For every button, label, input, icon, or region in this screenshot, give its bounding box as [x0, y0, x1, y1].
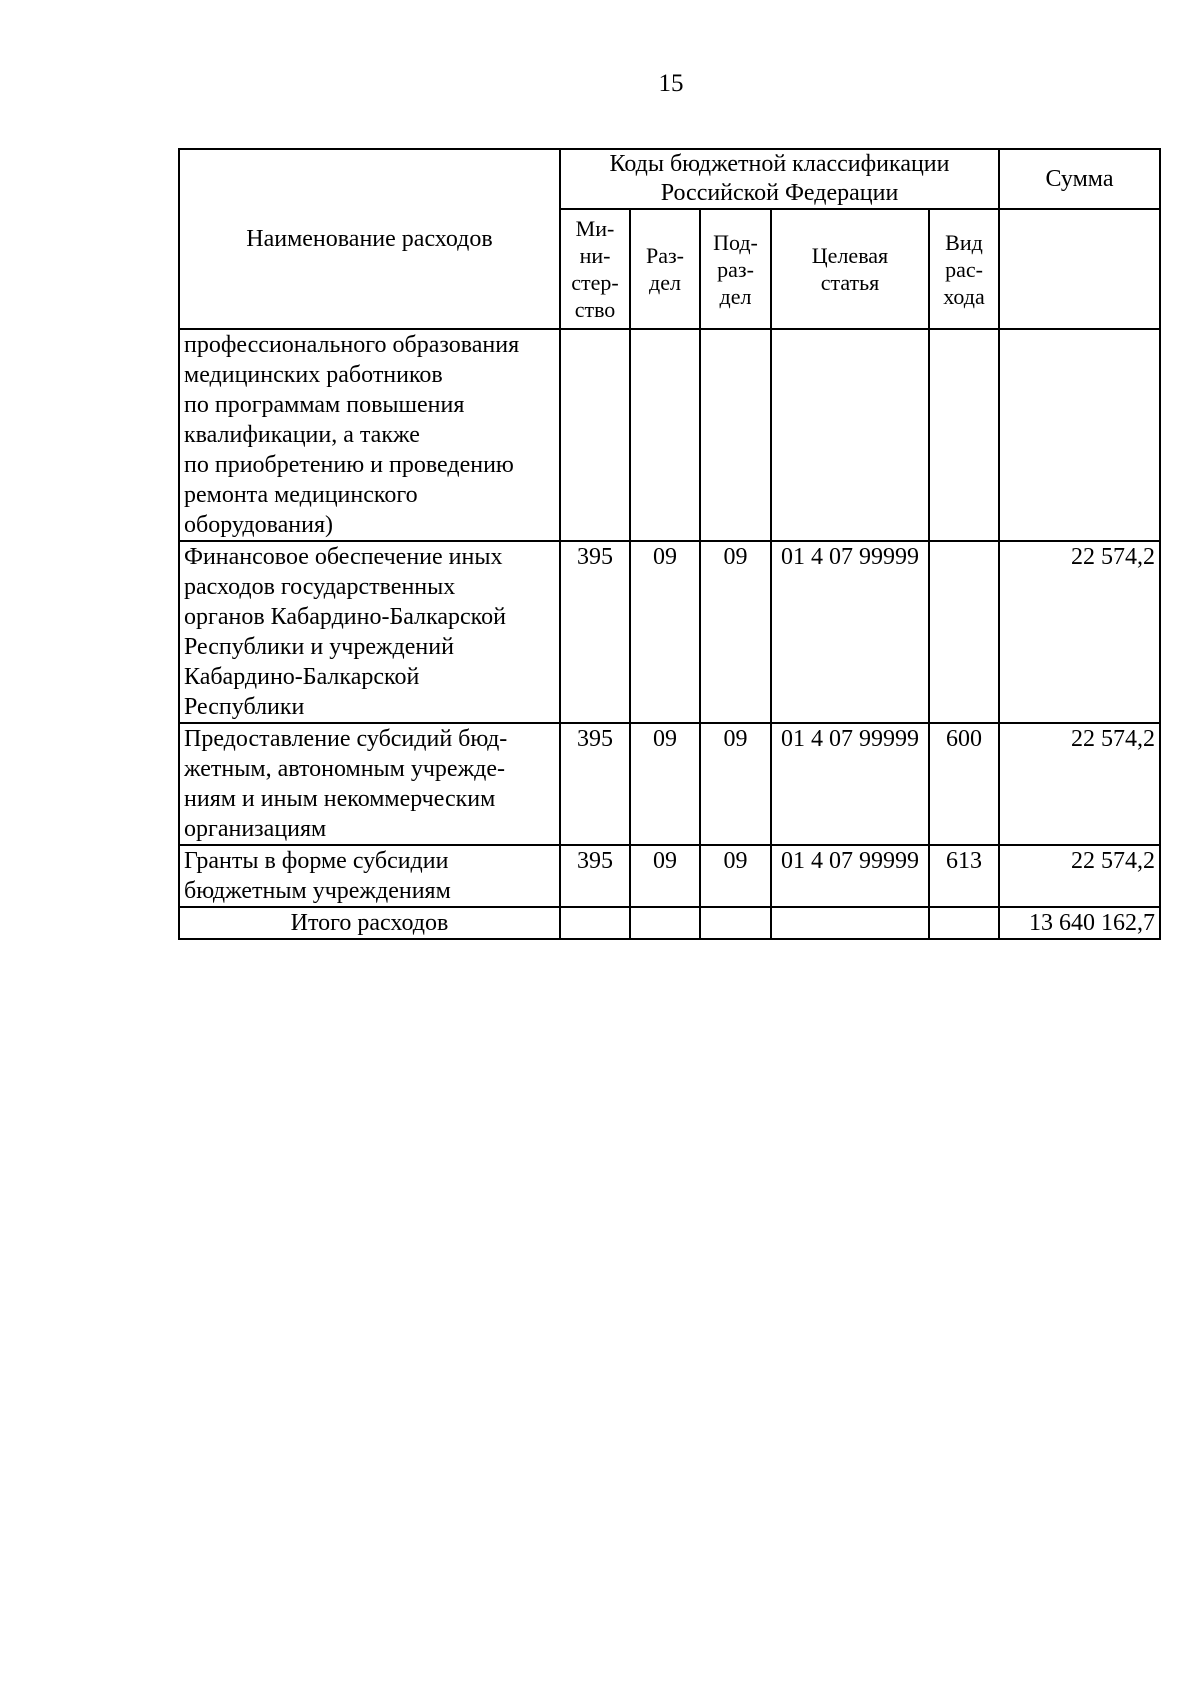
row-target: 01 4 07 99999: [771, 723, 929, 845]
header-ministry-l4: ство: [574, 297, 616, 322]
header-expense-type-l3: хода: [943, 283, 985, 309]
row-name-line: бюджетным учреждениям: [184, 878, 451, 904]
row-target: 01 4 07 99999: [771, 541, 929, 723]
table-row: [179, 329, 1160, 541]
row-name-line: оборудования): [184, 512, 333, 538]
row-name: [179, 845, 560, 907]
row-name-line: ремонта медицинского: [184, 482, 418, 508]
header-section-l2: дел: [649, 270, 681, 295]
row-target: 01 4 07 99999: [771, 845, 929, 907]
row-name-line: Кабардино-Балкарской: [184, 664, 420, 690]
budget-table: [178, 148, 1161, 940]
row-name-line: профессионального образования: [184, 332, 520, 358]
total-expense-type: [929, 907, 999, 939]
row-ministry: 395: [560, 541, 630, 723]
table-row: [179, 723, 1160, 845]
header-sum: Сумма: [999, 149, 1160, 209]
header-target-l1: Целевая: [811, 243, 889, 268]
row-name-line: по программам повышения: [184, 392, 465, 418]
row-subsection: 09: [700, 541, 771, 723]
header-target-l2: статья: [820, 270, 880, 295]
total-row: [179, 907, 1160, 939]
row-section: 09: [630, 845, 700, 907]
header-codes-line1: Коды бюджетной классификации: [609, 151, 950, 177]
header-subsection-l3: дел: [719, 283, 752, 309]
total-subsection: [700, 907, 771, 939]
row-expense-type: 600: [929, 723, 999, 845]
header-subsection-l2: раз-: [717, 256, 754, 282]
row-ministry: [560, 329, 630, 541]
header-sum-empty: [999, 209, 1160, 329]
row-subsection: [700, 329, 771, 541]
row-name-line: медицинских работников: [184, 362, 443, 388]
row-name-line: Предоставление субсидий бюд-: [184, 726, 508, 752]
table-row: [179, 845, 1160, 907]
row-section: [630, 329, 700, 541]
row-sum: 22 574,2: [999, 541, 1160, 723]
row-name: [179, 329, 560, 541]
row-ministry: 395: [560, 723, 630, 845]
header-codes-group: [560, 149, 999, 209]
row-name-line: по приобретению и проведению: [184, 452, 514, 478]
header-ministry-l2: ни-: [579, 243, 611, 268]
header-codes-line2: Российской Федерации: [660, 180, 899, 206]
row-name-line: жетным, автономным учрежде-: [184, 756, 506, 782]
row-expense-type: [929, 329, 999, 541]
table-row: [179, 541, 1160, 723]
row-name-line: органов Кабардино-Балкарской: [184, 604, 506, 630]
total-ministry: [560, 907, 630, 939]
row-sum: 22 574,2: [999, 723, 1160, 845]
row-name-line: расходов государственных: [184, 574, 456, 600]
row-section: 09: [630, 723, 700, 845]
header-ministry: [560, 209, 630, 329]
total-section: [630, 907, 700, 939]
header-expense-type-l1: Вид: [945, 229, 983, 255]
header-expense-type-l2: рас-: [945, 256, 983, 282]
header-ministry-l1: Ми-: [575, 216, 615, 241]
row-name: [179, 541, 560, 723]
total-label: Итого расходов: [179, 907, 560, 939]
row-name-line: ниям и иным некоммерческим: [184, 786, 496, 812]
page-number: 15: [658, 70, 684, 97]
row-subsection: 09: [700, 845, 771, 907]
header-expense-type: [929, 209, 999, 329]
header-subsection-l1: Под-: [713, 229, 758, 255]
total-sum: 13 640 162,7: [999, 907, 1160, 939]
row-section: 09: [630, 541, 700, 723]
row-expense-type: [929, 541, 999, 723]
header-target: [771, 209, 929, 329]
row-sum: [999, 329, 1160, 541]
header-ministry-l3: стер-: [571, 270, 619, 295]
row-name-line: Республики и учреждений: [184, 634, 454, 660]
row-sum: 22 574,2: [999, 845, 1160, 907]
row-name-line: квалификации, а также: [184, 422, 420, 448]
header-section-l1: Раз-: [645, 243, 685, 268]
row-name-line: Гранты в форме субсидии: [184, 848, 449, 874]
row-subsection: 09: [700, 723, 771, 845]
row-target: [771, 329, 929, 541]
row-name-line: Финансовое обеспечение иных: [184, 544, 503, 570]
row-name-line: Республики: [184, 694, 305, 720]
header-subsection: [700, 209, 771, 329]
total-target: [771, 907, 929, 939]
header-section: [630, 209, 700, 329]
row-name: [179, 723, 560, 845]
row-expense-type: 613: [929, 845, 999, 907]
row-name-line: организациям: [184, 816, 327, 842]
row-ministry: 395: [560, 845, 630, 907]
header-name: Наименование расходов: [179, 149, 560, 329]
